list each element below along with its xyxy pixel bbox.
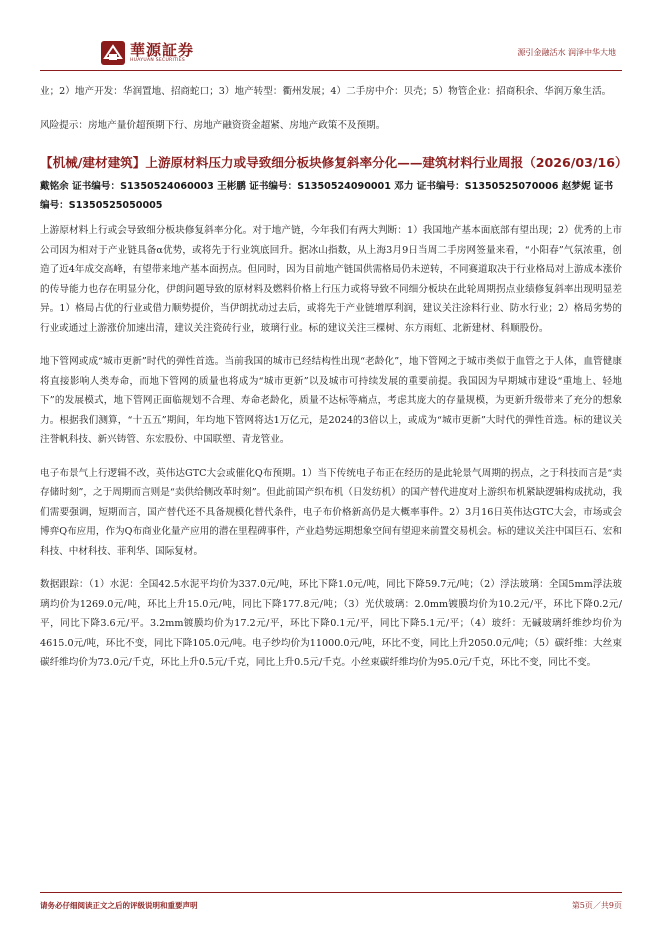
report-title: 【机械/建材建筑】上游原材料压力或导致细分板块修复斜率分化——建筑材料行业周报（2026/03/16） xyxy=(40,155,628,170)
header-slogan: 源引金融活水 润泽中华大地 xyxy=(517,48,616,57)
footer-divider xyxy=(40,892,622,893)
risk-warning-paragraph: 风险提示：房地产量价超预期下行、房地产融资资金超紧、房地产政策不及预期。 xyxy=(40,119,386,131)
company-logo xyxy=(100,40,194,66)
body-paragraph-1: 上游原材料上行或会导致细分板块修复斜率分化。对于地产链，今年我们有两大判断：1）我国地产基本面底部有望出现；2）优秀的上市公司因为相对于产业链具备α优势，或将先于行业筑底回升。据冰山指数，从上海3月9日当周二手房网签量来看，“小阳春”气氛浓重，创造了近4年成交高峰，有望带来地产基本面拐点。但同时，因为目前地产链国供需格局仍未逆转，不同赛道取决于行业格局对上游成本涨价的传导能力也存在明显分化，伊朗问题导致的原材料及燃料价格上行压力或将导致不同细分板块在此轮周期拐点业绩修复斜率出现明显差异。1）格局占优的行业或借力顺势提价，当伊朗扰动过去后，或将先于产业链增厚利润，建议关注涂料行业、防水行业；2）格局劣势的行业或通过上游涨价加速出清，建议关注瓷砖行业，玻璃行业。标的建议关注三棵树、东方雨虹、北新建材、科顺股份。 xyxy=(40,225,622,334)
header-divider xyxy=(40,70,622,71)
page-number: 第5页／共9页 xyxy=(571,901,622,910)
logo-chinese-name: 華源証券 xyxy=(130,41,195,59)
intro-paragraph-1: 业；2）地产开发：华润置地、招商蛇口；3）地产转型：衢州发展；4）二手房中介：贝壳；5）物管企业：招商积余、华润万象生活。 xyxy=(40,86,612,97)
report-authors: 戴铭余 证书编号：S1350524060003 王彬鹏 证书编号：S1350524090001 邓力 证书编号：S1350525070006 赵梦妮 证书编号：S1350525050005 xyxy=(40,181,614,211)
page-footer xyxy=(40,892,622,922)
body-paragraph-2: 地下管网或成“城市更新”时代的弹性首选。当前我国的城市已经结构性出现“老龄化”，地下管网之于城市类似于血管之于人体，血管健康将直接影响人类寿命，而地下管网的质量也将成为“城市更新”以及城市可持续发展的重要前提。我国因为早期城市建设“重地上、轻地下”的发展模式，地下管网正面临规划不合理、寿命老龄化，质量不达标等痛点，考虑其庞大的存量规模，为更新升级带来了充分的想象力。根据我们测算，“十五五”期间，年均地下管网将达1万亿元，是2024的3倍以上，或成为“城市更新”大时代的弹性首选。标的建议关注誉帆科技、新兴铸管、东宏股份、中国联塑、青龙管业。 xyxy=(40,356,622,445)
body-paragraph-3: 电子布景气上行逻辑不改，英伟达GTC大会或催化Q布预期。1）当下传统电子布正在经历的是此轮景气周期的拐点，之于科技而言是“卖存储时刻”，之于周期而言则是“卖供给侧改革时刻”。但此前国产织布机（日发纺机）的国产替代进度对上游织布机紧缺逻辑构成扰动，我们需要强调，短期而言，国产替代还不具备规模化替代条件，电子布价格新高仍是大概率事件。2）3月16日英伟达GTC大会，市场或会博弈Q布应用，作为Q布商业化量产应用的潜在里程碑事件，产业趋势远期想象空间有望迎来前置交易机会。标的建议关注中国巨石、宏和科技、中材科技、菲利华、国际复材。 xyxy=(40,467,622,557)
logo-emblem-icon xyxy=(100,40,126,66)
logo-text xyxy=(130,42,194,64)
logo-english-name: HUAYUAN SECURITIES xyxy=(130,58,186,63)
document-body xyxy=(40,82,628,673)
footer-disclaimer: 请务必仔细阅读正文之后的评级说明和重要声明 xyxy=(40,901,198,910)
data-tracking-paragraph: 数据跟踪：（1）水泥：全国42.5水泥平均价为337.0元/吨，环比下降1.0元/吨，同比下降59.7元/吨；（2）浮法玻璃：全国5mm浮法玻璃均价为1269.0元/吨，环比上升15.0元/吨，同比下降177.8元/吨；（3）光伏玻璃：2.0mm镀膜均价为10.2元/平，环比下降0.2元/平，同比下降3.6元/平。3.2mm镀膜均价为17.2元/平，环比下降0.1元/平，同比下降5.1元/平；（4）玻纤：无碱玻璃纤维纱均价为4615.0元/吨，环比不变，同比下降105.0元/吨。电子纱均价为11000.0元/吨，环比不变，同比上升2050.0元/吨；（5）碳纤维：大丝束碳纤维均价为73.0元/千克，环比上升0.5元/千克，同比上升0.5元/千克。小丝束碳纤维均价为95.0元/千克，环比不变，同比不变。 xyxy=(40,579,622,668)
page-header xyxy=(0,0,662,70)
